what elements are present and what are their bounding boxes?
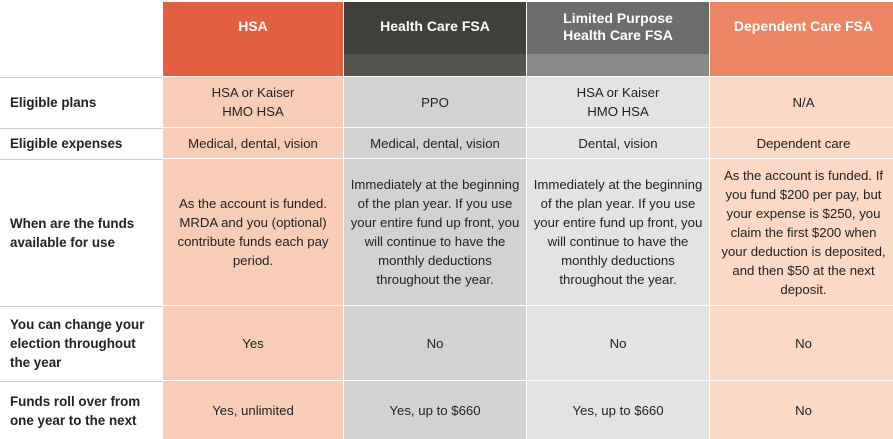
cell-change-election-hsa: Yes (163, 306, 343, 380)
header-dependent-care-fsa-label: Dependent Care FSA (733, 18, 874, 34)
cell-rollover-lpf: Yes, up to $660 (527, 381, 709, 439)
cell-rollover-dcf: No (710, 381, 893, 439)
cell-eligible-expenses-hsa: Medical, dental, vision (163, 128, 343, 158)
header-hsa-label: HSA (238, 18, 268, 34)
row-label-eligible-plans: Eligible plans (0, 77, 162, 127)
cell-funds-available-lpf: Immediately at the beginning of the plan year. If you use your entire fund up front, you will continue to have the monthly deductions throughout the year. (527, 159, 709, 305)
cell-change-election-hcf: No (344, 306, 526, 380)
cell-eligible-plans-hsa: HSA or Kaiser HMO HSA (163, 77, 343, 127)
row-label-funds-available: When are the funds available for use (0, 159, 162, 305)
header-health-care-fsa (344, 2, 526, 76)
cell-funds-available-hcf: Immediately at the beginning of the plan year. If you use your entire fund up front, you will continue to have the monthly deductions throughout the year. (344, 159, 526, 305)
header-limited-purpose-fsa-label: Limited Purpose Health Care FSA (563, 10, 673, 43)
cell-eligible-plans-hcf: PPO (344, 77, 526, 127)
table-corner (0, 2, 162, 76)
header-band (527, 54, 709, 76)
row-label-eligible-expenses: Eligible expenses (0, 128, 162, 158)
cell-eligible-plans-dcf: N/A (710, 77, 893, 127)
cell-funds-available-hsa: As the account is funded. MRDA and you (optional) contribute funds each pay period. (163, 159, 343, 305)
cell-eligible-plans-lpf: HSA or Kaiser HMO HSA (527, 77, 709, 127)
header-health-care-fsa-label: Health Care FSA (380, 18, 490, 34)
cell-eligible-expenses-lpf: Dental, vision (527, 128, 709, 158)
cell-change-election-lpf: No (527, 306, 709, 380)
cell-change-election-dcf: No (710, 306, 893, 380)
cell-rollover-hsa: Yes, unlimited (163, 381, 343, 439)
cell-funds-available-dcf: As the account is funded. If you fund $200 per pay, but your expense is $250, you claim the first $200 when your deduction is deposited, and then $50 at the next deposit. (710, 159, 893, 305)
row-label-change-election: You can change your election throughout the year (0, 306, 162, 380)
header-limited-purpose-fsa (527, 2, 709, 76)
header-band (344, 54, 526, 76)
cell-rollover-hcf: Yes, up to $660 (344, 381, 526, 439)
cell-eligible-expenses-dcf: Dependent care (710, 128, 893, 158)
header-hsa (163, 2, 343, 76)
header-dependent-care-fsa (710, 2, 893, 76)
cell-eligible-expenses-hcf: Medical, dental, vision (344, 128, 526, 158)
row-label-rollover: Funds roll over from one year to the next (0, 381, 162, 439)
